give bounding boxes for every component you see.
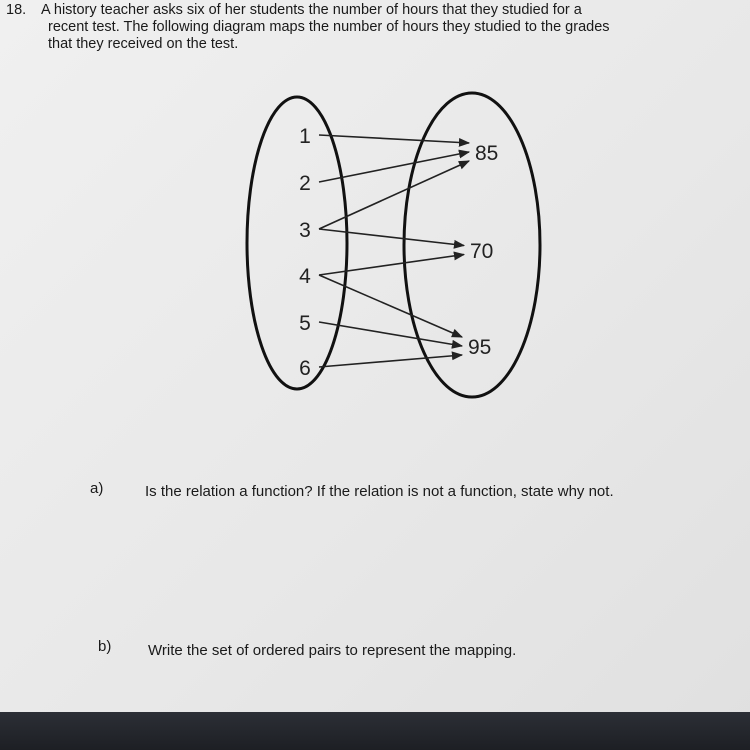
- part-a-question: Is the relation a function? If the relation is not a function, state why not.: [145, 483, 614, 500]
- domain-oval: [247, 97, 347, 389]
- domain-value-2: 2: [299, 172, 311, 195]
- domain-value-4: 4: [299, 265, 311, 288]
- domain-value-5: 5: [299, 312, 311, 335]
- domain-value-3: 3: [299, 219, 311, 242]
- photo-bottom-edge: [0, 712, 750, 750]
- arrow-5-to-95: [319, 322, 462, 346]
- arrow-3-to-70: [319, 229, 464, 246]
- arrow-4-to-70: [319, 255, 464, 276]
- question-text-line-1: A history teacher asks six of her students the number of hours that they studied for a: [41, 2, 582, 18]
- range-value-95: 95: [468, 336, 492, 359]
- question-number: 18.: [6, 2, 27, 18]
- range-value-85: 85: [475, 142, 499, 165]
- question-text-line-3: that they received on the test.: [48, 36, 239, 52]
- part-b-label: b): [98, 638, 112, 655]
- part-b-question: Write the set of ordered pairs to represent the mapping.: [148, 642, 517, 659]
- mapping-diagram: [230, 80, 560, 420]
- arrow-4-to-95: [319, 275, 462, 337]
- arrow-2-to-85: [319, 152, 469, 182]
- domain-value-1: 1: [299, 125, 311, 148]
- range-value-70: 70: [470, 240, 494, 263]
- arrow-6-to-95: [319, 355, 462, 367]
- domain-value-6: 6: [299, 357, 311, 380]
- arrow-1-to-85: [319, 135, 469, 143]
- question-text-line-2: recent test. The following diagram maps the number of hours they studied to the grades: [48, 19, 610, 35]
- part-a-label: a): [90, 480, 104, 497]
